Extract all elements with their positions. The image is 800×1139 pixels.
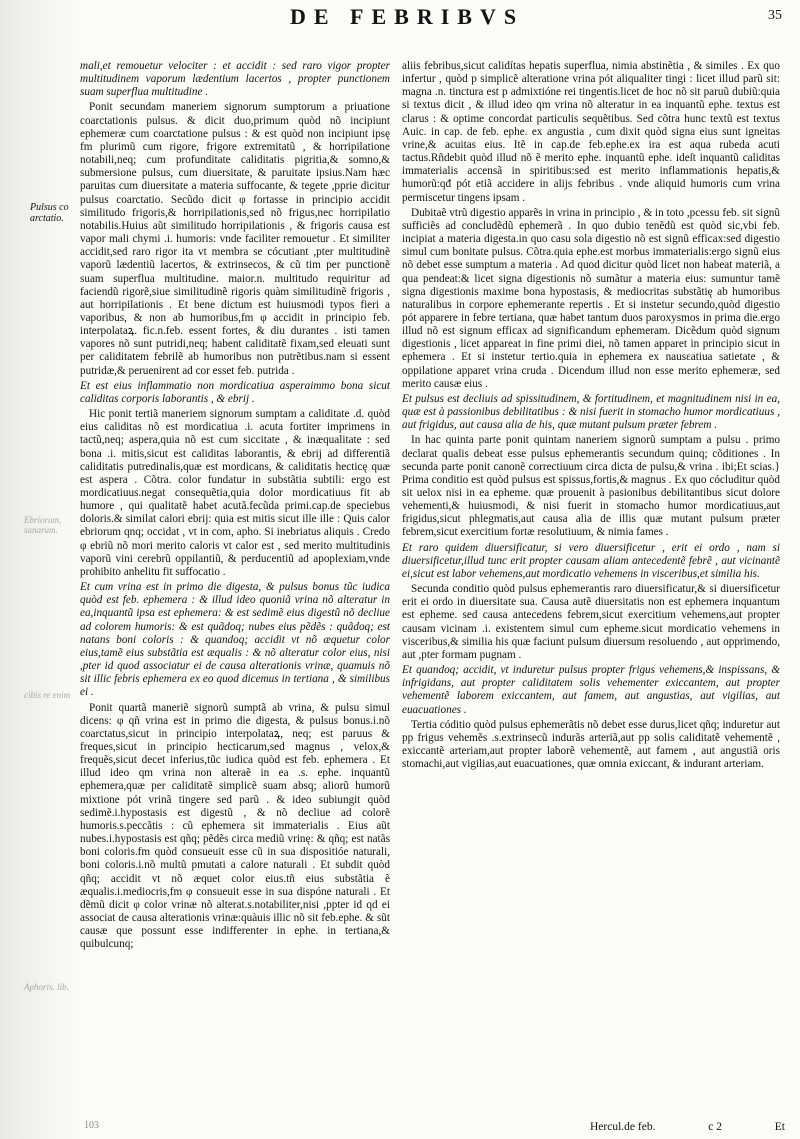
paragraph: mali,et remouetur velociter : et accidit : sed raro vigor propter multitudinem vaporum lædentium lacertos , propter punctionem suam superflua multitudine . xyxy=(80,60,390,99)
running-title: DE FEBRIBVS xyxy=(290,4,525,29)
facing-page-edge xyxy=(0,0,78,1139)
ghost-margin-note: cibis re enim xyxy=(24,690,71,700)
paragraph: aliis febribus,sicut calidítas hepatis superflua, nimia abstinẽtia , & similes . Ex quo infertur , quòd p simplicẽ alteratione vrina pót aliqualiter tingi : licet illud parũ sit: magna .n. tinctura est p admixtióne rei tingentis.licet de hoc nõ sit paruũ dubiũ:quia si textus dicit , & illud ideo qm vrina nõ alteratur in ea inquantũ ephe. textus est clarus : & optime concordat particulis sequẽtibus. Sed cõtra hunc textũ est textus Auic. in cap. de feb. ephe. ex angustia , cum dixit quòd signa eius sunt igneitas vrine,& acuitas eius. Itẽ in cap.de feb.ephe.ex ira est aqua rubeda acuti tactus.Rñdebit quòd illud nõ ẽ merito ephe. inquantũ ephe. ideſt inquantũ caliditas immaterialis accensã in spiritibus:sed est merito inflammationis hepatis,& humorũ:qđ pót etiã accidere in alijs febribus . vnde aliquid humoris cum vrina permiscetur tingens ipsam . xyxy=(402,60,780,204)
footer-catchline: Hercul.de feb. xyxy=(590,1121,656,1133)
paragraph: Dubitaẽ vtrũ digestio apparẽs in vrina in principio , & in toto ,pcessu feb. sit signũ sufficiẽs ad concludẽdũ ephemerã . In quo dubio tenẽdũ est quòd sic,vbi feb. incipiat a materia digesta.in quo casu sola digestio nõ est signũ efficax:sed digestio simul cum bonitate pulsus. Cõtra.quia ephe.est morbus immaterialis:ergo signũ eius nõ debet esse sumptum a materia . Ad quod dicitur quòd licet non habeat materiã, a qua pendeat:& licet signa digestionis nõ sumãtur a materia eius: sumuntur tamẽ signa digestionis maxime bona hypostasis, & mediocritas substãtię ab humoribus naturalibus in corpore ephemerante repertis . Et si instetur secundo,quòd digestio pót apparere in febre tertiana, quæ habet tantum duos paroxysmos in prima die.ergo illud nõ est signum efficax ad significandum ephemeram. Dicẽdum quòd signum digestionis , licet appareat in fine primi diei, nõ tamen apparet in principio sicut in ephemera . Et si instetur tertio.quia in ephemera ex nausεatiua satietate , & oppilatione apparet vrina cruda . Dicendum illud non esse merito ephemeræ, sed merito causæ eius . xyxy=(402,206,780,390)
paragraph: Ponit secundam maneriem signorum sumptorum a priuatione coarctationis pulsus. & dicit duo,primum quòd nõ incipiunt ephemeræ cum coarctatione pulsus : & est quòd non incipiunt ipsę fm plurimũ cum rigore, frigore extremitatũ , & horripilatione notabili,neq; cum profunditate caliditatis pigritia,& somno,& submersione pulsus, cum diuersitate, & paruitate ipsius.Nam hæc paruitas cum diuersitate a materia suffocante, & tegete ,pprie dicitur pulsus coarctatio. Secũdo dicit φ fortasse in principio accidit similitudo frigoris,& horripilationis,sed nõ frigus,nec horripilatio notabilis.Huius aũt similitudo horripilationis , & frigoris causa est vapor mali chymi .i. humoris: vnde faciliter remouetur . Et similiter accidit,sed raro rigor ita vt membra se cócutiant ,pter multitudinẽ vaporũ lædentiũ lacertos, & extrinsecos, & cũ tim per punctionẽ suam superflua multitudine. maior.n. multitudo requiritur ad faciendũ rigorẽ,siue similitudinẽ rigoris quàm similitudinẽ frigoris , aut horripilationis . Et bene dictum est huiusmodi typos fieri a vaporibus, & non ab humoribus,fm φ accidit in principio feb. interpolataꝝ. fic.n.feb. essent fortes, & diu durantes . isti tamen vapores nõ sunt putridi,neq; habent caliditatẽ fixam,sed eleuati sunt per caliditatem febrilẽ ab humoribus non putrẽtibus.nam si essent putridæ,& peruenirent ad cor esset feb. putrida . xyxy=(80,101,390,377)
margin-note: Pulsus co arctatio. xyxy=(30,202,69,224)
paragraph: Et raro quidem diuersificatur, si vero diuersificetur , erit ei ordo , nam si diuersificetur,illud tunc erit propter causam aliam antecedentẽ febrẽ , aut vicinantẽ ei,sicut est labor vehemens,aut mordicatio vehemens in visceribus,et similia his. xyxy=(402,541,780,580)
ghost-margin-note: Ebriorum, sanarum. xyxy=(24,515,62,535)
page-footer xyxy=(590,1121,785,1133)
ghost-margin-note: Aphoris. lib. xyxy=(24,982,69,992)
paragraph: Ponit quartã maneriẽ signorũ sumptã ab vrina, & pulsu simul dicens: φ qñ vrina est in primo die digesta, & pulsus bonus.i.nõ coarctatus,sicut in principio interpolataꝝ, neq; est paruus & freques,sicut in principio hecticarum,sed magnus , velox,& frequẽs,sicut decet inferius,tũc iudica quòd est feb. ephemera . Et illud ideo qm vrina non alteraẽ in ea .s. ephe. inquantũ ephemera,quæ per caliditatẽ simplicẽ suam absq; aliorũ humorũ mixtione pót vrinã tingere sed parũ . & ideo subiungit quòd sedimẽ.i.hypostasis est digestũ , & nõ decliue ad colorẽ humoris.s.peccãtis : cũ ephemera sit immaterialis . Eius aũt nubes.i.hypostasis est qñq; pẽdẽs circa mediũ vrinę: & qñq; est natãs boni coloris.fm quòd consueuit esse cũ in sua dispositióe naturali, boni coloris.i.nõ multũ pmutati a calore naturali . Et subdit quòd qñq; accidit vt nõ æquet color eius.tñ eius substãtia ẽ æqualis.i.mediocris,fm φ consueuit esse in sua dispóne naturali . Et dẽmũ dicit φ color vrinæ nõ alterat.s.notabiliter,nisi ,ppter id qd ei associat de causa alterationis vrinæ:quàuis illic nõ sit feb.ephe. & sũt causæ que possunt esse indifferenter in ephe. in tertiana,& quibulcunq; xyxy=(80,701,390,951)
paragraph: Et cum vrina est in primo die digesta, & pulsus bonus tũc iudica quòd est feb. ephemera : & illud ideo quoniã vrina nõ alteratur in ea,inquantũ ipsa est ephemera: & est sedimẽ eius digestũ nõ decliue ad colorem humoris: & est quãdoq; nubes eius pẽdẽs : quãdoq; est natans boni coloris : & quandoq; accidit vt nõ æquetur color eius,tamẽ eius substãtia est æqualis : & nõ alteratur color eius, nisi ,pter id quod associatur ei de causa alterationis vrinæ, quamuis nõ sit illic febris ephemera ex eo quod dicemus in tertiana , & similibus ei . xyxy=(80,581,390,699)
signature-mark: c 2 xyxy=(708,1121,722,1133)
paragraph: In hac quinta parte ponit quintam naneriem signorũ sumptam a pulsu . primo declarat qualis debeat esse pulsus ephemerantis secundum quinq; cõditiones . In secunda parte ponit canonẽ correctiuum circa dicta de pulsu,& vrina . ibi;Et scias.} Prima conditio est quòd pulsus est spissus,fortis,& magnus . Ex quo cócluditur quòd sit uelox nisi in ea epheme. quæ prouenit à pasionibus debilitantibus sicut dolore vehementi,& huiusmodi, & nisi fuerit in stomacho humor mordicatiuus,aut frigidus,sicut phlegmatis,aut causa alia de illis quæ mutant pulsum præter febrem,sicut exercitium fortæ resolutiuum, & nimia fames . xyxy=(402,434,780,539)
paragraph: Secunda conditio quòd pulsus ephemerantis raro diuersificatur,& si diuersificetur erit ei ordo in diuersitate sua. Causa autẽ diuersitatis non est ephemera inquantum est epheme. sed causa antecedens febrem,sicut exercitium vehemens,aut propter causam vicinam .i. existentem simul cum epheme.sicut mordicatio vehemens in visceribus,& similia his quæ faciunt pulsum diuersum resoluendo , aut opprimendo, aut ,pter formam pugnam . xyxy=(402,583,780,661)
catchword: Et xyxy=(774,1121,785,1133)
page-number: 35 xyxy=(768,8,782,23)
paragraph: Hic ponit tertiã maneriem signorum sumptam a caliditate .d. quòd eius caliditas nõ est mordicatiua .i. acuta fortiter imprimens in tactũ,neq; aspera,quia nõ est cum siccitate , & inæqualitate : sed bona .i. mitis,sicut est caliditas laborantis, & ebrij ad differentiã caliditatis putredinalis,quæ est mordicans, & caliditatis hecticę quæ est aspera . Cõtra. color fundatur in substãtia subtili: ergo est mordicatiuus.negat consequẽtia,quia dolor mordicatiuus fit ab humore , qui qualitatẽ habet acutã.fecũda primi.cap.de speciebus doloris.& similat calori ebrij: quia est mitis sicut ille ille : Quis calor ebriorum qnq; occidat , vt in com, apho. Si inebriatus aliquis . Credo φ ebriũ nõ mori merito caloris vt calor est , sed merito multitudinis vaporũ vini cerebrũ oppilantiũ, & perducentiũ ad apoplexiam,vnde prohibito anhelitu fit suffocatio . xyxy=(80,408,390,578)
paragraph: Et pulsus est decliuis ad spissitudinem, & fortitudinem, et magnitudinem nisi in ea, quæ est à passionibus debilitatibus : & nisi fuerit in stomacho humor mordicatiuus , aut frigidus, aut causa alia de his, quæ mutant pulsum præter febrem . xyxy=(402,392,780,432)
paragraph: Et est eius inflammatio non mordicatiua asperaimmo bona sicut caliditas corporis laborantis , & ebrij . xyxy=(80,379,390,405)
left-text-column xyxy=(80,60,390,1095)
paragraph: Tertia códitio quòd pulsus ephemerãtis nõ debet esse durus,licet qñq; induretur aut pp frigus vehemẽs .s.extrinsecũ indurãs arteriã,aut pp solis caliditatẽ vehementẽ , exiccantẽ arteriam,aut propter laborẽ vehementẽ, aut famem , aut angustiã oris stomachi,aut vigilias,aut euacuationes, quæ omnia exiccant, & indurant arteriam. xyxy=(402,718,780,771)
paragraph: Et quandoq; accidit, vt induretur pulsus propter frigus vehemens,& inspissans, & infrigidans, aut propter caliditatem solis vehementer exiccantem, aut propter vehementẽ laborem exiccantem, aut famem, aut angustias, aut vigilias, aut euacuationes . xyxy=(402,664,780,716)
right-text-column xyxy=(402,60,780,1100)
bottom-mark: 103 xyxy=(84,1120,99,1131)
